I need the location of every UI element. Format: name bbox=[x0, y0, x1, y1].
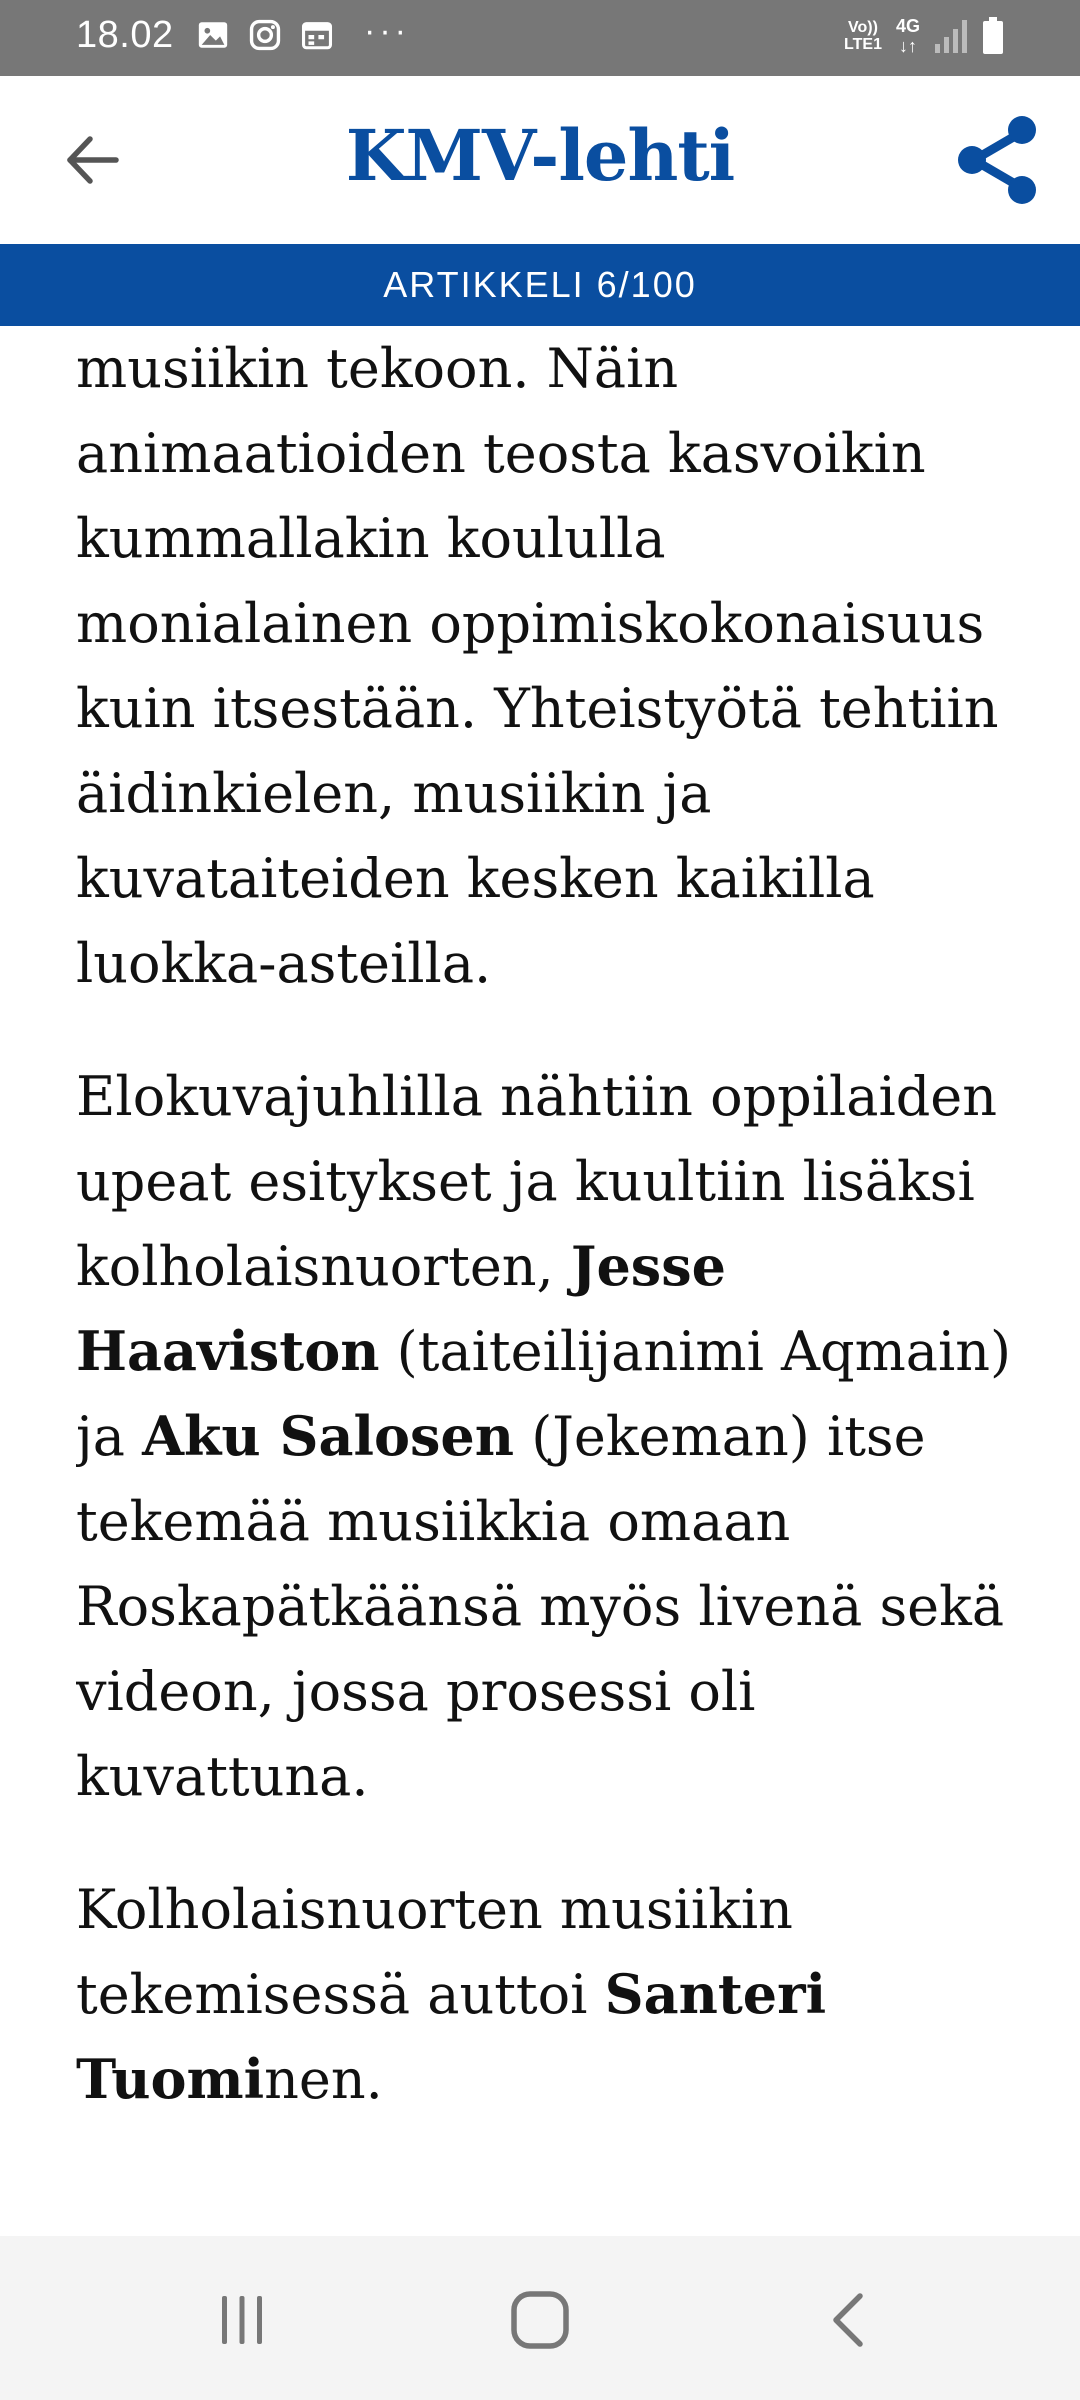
recent-apps-icon bbox=[214, 2292, 270, 2348]
article-paragraph: musiikin tekoon. Näin animaatioiden teosta kasvoikin kummallakin koululla monialainen oppimiskokonaisuus kuin itsestään. Yhteistyötä tehtiin äidinkielen, musiikin ja kuvataiteiden kesken kaikilla luokka-asteilla. bbox=[76, 337, 999, 995]
share-button[interactable] bbox=[948, 110, 1048, 210]
home-icon bbox=[508, 2288, 572, 2352]
article-counter: ARTIKKELI 6/100 bbox=[0, 244, 1080, 326]
person-name: Aku Salosen bbox=[142, 1404, 515, 1468]
back-icon bbox=[822, 2292, 874, 2348]
instagram-icon bbox=[248, 18, 282, 52]
share-icon bbox=[950, 112, 1046, 208]
recent-apps-button[interactable] bbox=[202, 2280, 282, 2360]
image-icon bbox=[196, 18, 230, 52]
brand-logo: KMV-lehti bbox=[345, 114, 735, 197]
status-bar bbox=[0, 0, 1080, 76]
article-paragraph: Elokuvajuhlilla nähtiin oppilaiden upeat esitykset ja kuultiin lisäksi kolholaisnuorten, Jesse Haaviston (taiteilijanimi Aqmain) ja Aku Salosen (Jekeman) itse tekemää musiikkia omaan Roskapätkäänsä myös livenä sekä videon, jossa prosessi oli kuvattuna. bbox=[76, 1065, 1012, 1808]
article-body bbox=[76, 326, 1016, 2236]
person-name: Santeri Tuomi bbox=[76, 1962, 827, 2111]
app-header bbox=[0, 76, 1080, 244]
navigation-bar bbox=[0, 2236, 1080, 2400]
calendar-icon bbox=[300, 18, 334, 52]
system-icons bbox=[844, 16, 1004, 56]
home-button[interactable] bbox=[500, 2280, 580, 2360]
notification-icons bbox=[196, 18, 334, 52]
status-time: 18.02 bbox=[76, 14, 174, 56]
volte-icon: Vo)) LTE1 bbox=[844, 19, 882, 53]
signal-icon bbox=[934, 18, 968, 54]
article-paragraph: Kolholaisnuorten musiikin tekemisessä auttoi Santeri Tuominen. bbox=[76, 1878, 827, 2111]
system-back-button[interactable] bbox=[808, 2280, 888, 2360]
battery-icon bbox=[982, 17, 1004, 55]
more-notifications-icon: ··· bbox=[364, 12, 410, 50]
person-name: Jesse Haaviston bbox=[76, 1234, 726, 1383]
network-4g-icon: 4G ↓↑ bbox=[895, 16, 920, 56]
